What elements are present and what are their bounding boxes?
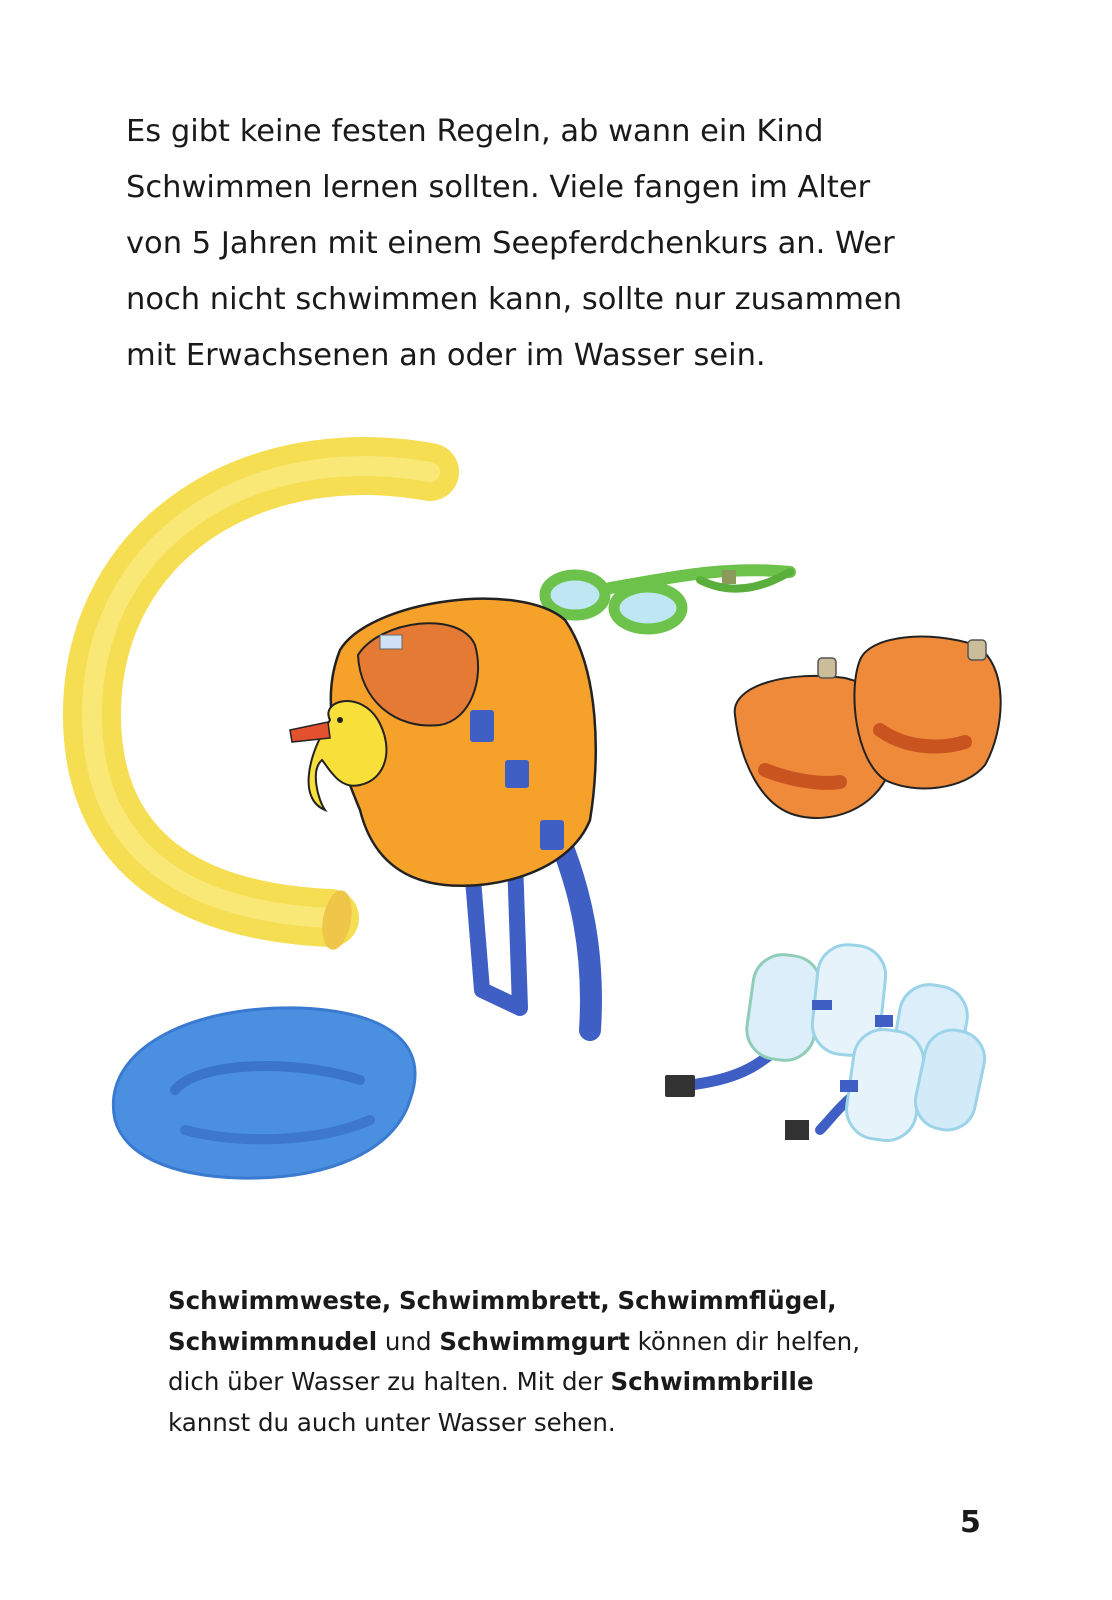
term-schwimmnudel: Schwimmnudel — [168, 1326, 378, 1356]
term-schwimmfluegel: Schwimmflügel, — [617, 1286, 837, 1315]
intro-line: mit Erwachsenen an oder im Wasser sein. — [126, 338, 766, 373]
caption-text: und — [377, 1326, 440, 1356]
caption-line-1 — [168, 1281, 1028, 1322]
life-vest-illustration — [331, 599, 596, 1030]
intro-line: Schwimmen lernen sollten. Viele fangen im Alter — [126, 170, 871, 205]
caption-text — [391, 1286, 399, 1315]
term-schwimmbrille: Schwimmbrille — [610, 1367, 814, 1396]
caption-text: kannst du auch unter Wasser sehen. — [168, 1407, 616, 1437]
swim-goggles-illustration — [545, 570, 790, 629]
swim-belt-illustration — [665, 942, 990, 1145]
caption-line-4 — [168, 1403, 1028, 1444]
swimming-aids-illustration — [0, 430, 1112, 1210]
caption-paragraph — [168, 1281, 1028, 1443]
term-schwimmbrett: Schwimmbrett, — [398, 1286, 610, 1315]
water-wings-illustration — [735, 637, 1001, 818]
term-schwimmweste: Schwimmweste, — [168, 1286, 392, 1315]
term-schwimmgurt: Schwimmgurt — [439, 1326, 630, 1356]
intro-line: Es gibt keine festen Regeln, ab wann ein Kind — [126, 114, 824, 149]
caption-line-2 — [168, 1322, 1028, 1363]
page-number: 5 — [960, 1505, 981, 1540]
intro-paragraph — [126, 104, 1026, 384]
intro-line: von 5 Jahren mit einem Seepferdchenkurs an. Wer — [126, 226, 895, 261]
kickboard-illustration — [113, 1008, 415, 1178]
intro-line: noch nicht schwimmen kann, sollte nur zusammen — [126, 282, 903, 317]
caption-text: dich über Wasser zu halten. Mit der — [168, 1367, 611, 1396]
caption-text: können dir helfen, — [629, 1326, 860, 1356]
caption-line-3 — [168, 1362, 1028, 1403]
